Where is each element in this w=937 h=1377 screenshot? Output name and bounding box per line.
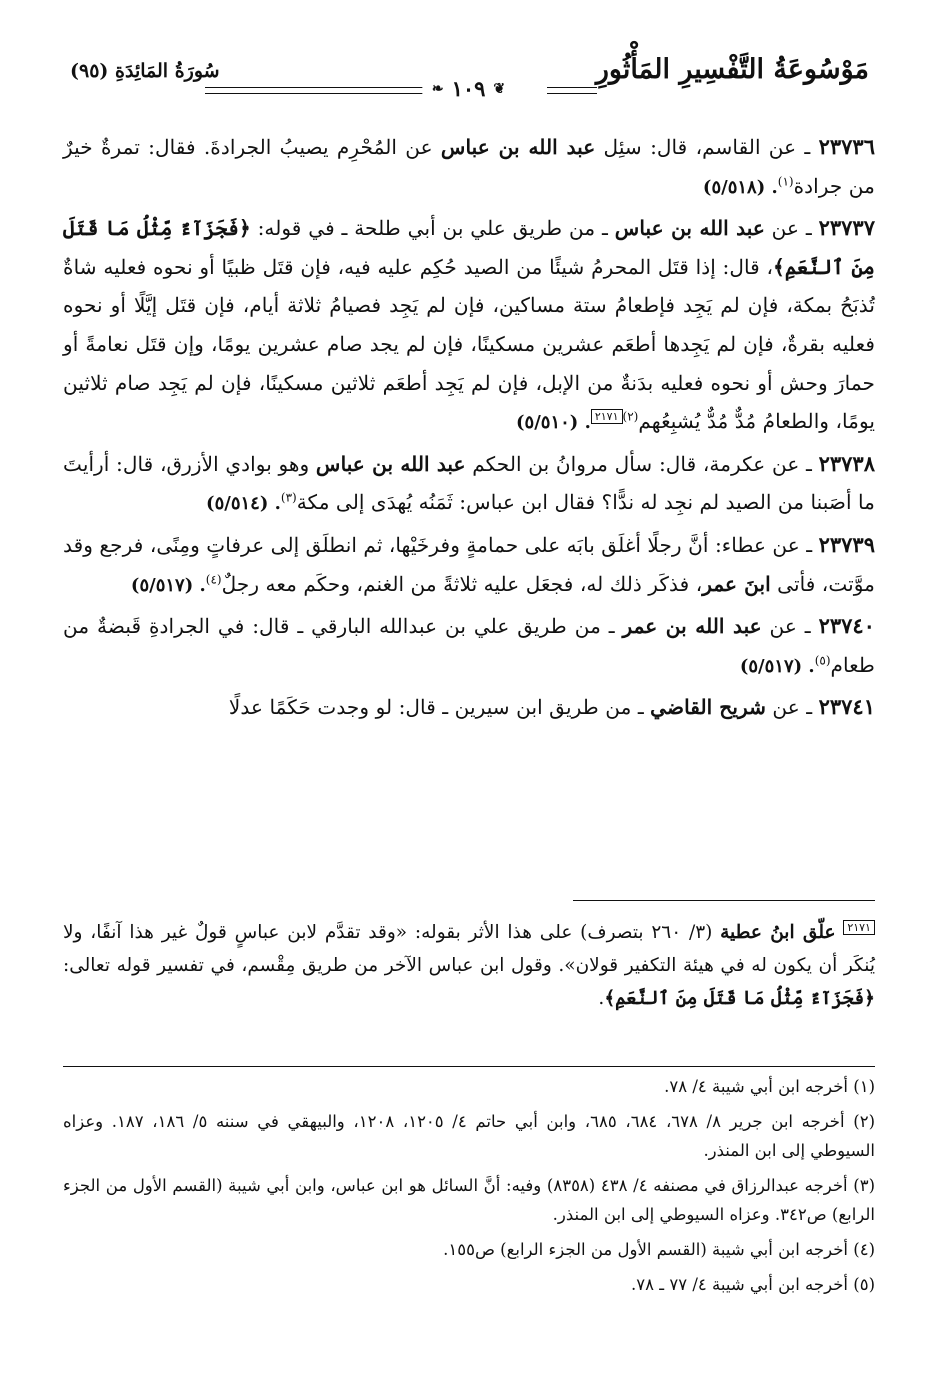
volume-ref: . (٥/٥١٤) — [206, 493, 281, 515]
entry-text: ـ عن — [761, 614, 819, 639]
entry-text: ـ من طريق ابن سيرين ـ قال: لو وجدت حَكَمًا عدلًا — [228, 695, 651, 720]
narrator-name: شريح القاضي — [650, 695, 766, 720]
flourish-icon: ❧ — [431, 80, 444, 97]
entry-text: ـ من طريق علي بن أبي طلحة ـ في قوله: — [250, 216, 615, 241]
commentary-ref-box: ٢١٧١ — [843, 920, 875, 935]
footnote-marker: (١) — [777, 173, 794, 188]
commentary-text: . — [598, 988, 605, 1009]
footnote-marker: (٣) — [280, 490, 297, 505]
narrator-name: عبد الله بن عباس — [614, 216, 765, 241]
footnote: (٤) أخرجه ابن أبي شيبة (القسم الأول من الجزء الرابع) ص١٥٥. — [443, 1240, 875, 1259]
volume-ref: . (٥/٥١٧) — [739, 655, 815, 677]
entry-number: ٢٣٧٣٩ — [818, 531, 875, 557]
footnote: (٣) أخرجه عبدالرزاق في مصنفه ٤/ ٤٣٨ (٨٣٥٨) وفيه: أنَّ السائل هو ابن عباس، وابن أبي شيبة (القسم الأول من الجزء الرابع) ص٣٤٢. وعزاه السيوطي إلى ابن المنذر. — [63, 1176, 876, 1224]
footnote: (٥) أخرجه ابن أبي شيبة ٤/ ٧٧ ـ ٧٨. — [631, 1275, 875, 1294]
entry-text: ـ عن عكرمة، قال: سأل مروانُ بن الحكم — [465, 451, 819, 476]
footnote-marker: (٢) — [622, 409, 639, 424]
narrator-name: عبد الله بن عباس — [315, 451, 466, 476]
footnote-marker: (٥) — [814, 652, 831, 667]
header-rule-right — [547, 87, 597, 94]
entry-number: ٢٣٧٤١ — [818, 694, 875, 720]
entry-number: ٢٣٧٤٠ — [818, 613, 875, 639]
footnote: (٢) أخرجه ابن جرير ٨/ ٦٧٨، ٦٨٤، ٦٨٥، وابن أبي حاتم ٤/ ١٢٠٥، ١٢٠٨، والبيهقي في سننه ٥/ ١٨٦، ١٨٧. وعزاه السيوطي إلى ابن المنذر. — [63, 1112, 875, 1160]
volume-ref: . (٥/٥١٠) — [516, 412, 591, 434]
footnotes — [63, 1072, 875, 1305]
page-number-block — [422, 76, 515, 101]
narrator-name: ابنَ عمر — [702, 571, 771, 596]
narrator-name: عبد الله بن عمر — [622, 614, 762, 639]
entry-number: ٢٣٧٣٧ — [818, 215, 875, 241]
quran-quote: ﴿فَجَزَآءٌ مِّثْلُ مَا قَتَلَ مِنَ ٱلنَّعَمِ﴾ — [604, 988, 875, 1009]
volume-ref: . (٥/٥١٨) — [702, 176, 778, 198]
entry — [63, 209, 875, 443]
entry-text: ـ عن عطاء: أنَّ رجلًا أغلَق بابَه على حمامةٍ وفرخَيْها، ثم انطلَق إلى عرفاتٍ ومِنًى، فرجع وقد موَّتت، فأتى — [63, 532, 875, 596]
header-rule-left — [205, 87, 435, 94]
entry — [63, 445, 875, 524]
main-text — [63, 128, 875, 729]
commentary-note — [63, 916, 875, 1015]
entry-text: وهو بوادي الأزرق، قال: أرأيتَ ما أصَبنا من الصيد لم نجِد له ندًّا؟ فقال ابن عباس: ثَمَنُه يُهدَى إلى مكة — [63, 451, 875, 515]
entry — [63, 607, 875, 686]
entry-text: ـ عن القاسم، قال: سئِل — [595, 135, 819, 159]
entry-text: ـ عن — [766, 695, 819, 720]
commentary-author: علّق ابنُ عطية — [720, 922, 836, 943]
entry — [63, 128, 875, 207]
narrator-name: عبد الله بن عباس — [440, 135, 596, 159]
page-header — [60, 48, 877, 101]
volume-ref: . (٥/٥١٧) — [130, 574, 206, 596]
commentary-text: (٣/ ٢٦٠ بتصرف) على هذا الأثر بقوله: «وقد تقدَّم لابن عباسٍ قولٌ غير هذا آنفًا، ولا يُنكَر أن يكون له في هيئة التكفير قولان». وقول ابن عباس الآخر من طريق مِقْسم، في تفسير قوله تعالى: — [63, 922, 875, 976]
entry — [63, 688, 875, 727]
entry-text: ـ من طريق علي بن عبدالله البارقي ـ قال: في الجرادةِ قَبضةٌ من طعام — [63, 614, 875, 677]
entry — [63, 526, 875, 605]
entry-number: ٢٣٧٣٨ — [818, 450, 875, 476]
commentary-ref-box: ٢١٧١ — [591, 409, 623, 424]
entry-text: ، فذكَر ذلك له، فجعَل عليه ثلاثةً من الغنم، وحكَم معه رجلٌ — [221, 571, 703, 596]
quran-quote: ﴿فَجَزَآءٌ مِّثْلُ مَا قَتَلَ مِنَ ٱلنَّعَمِ﴾ — [63, 216, 875, 279]
entry-number: ٢٣٧٣٦ — [818, 134, 875, 159]
page-number: ١٠٩ — [451, 76, 486, 101]
surah-label: سُورَةُ المَائِدَةِ (٩٥) — [70, 60, 220, 82]
footnote: (١) أخرجه ابن أبي شيبة ٤/ ٧٨. — [664, 1077, 875, 1096]
entry-text: عن المُحْرِم يصيبُ الجرادةَ. فقال: تمرةٌ خيرٌ من جرادة — [63, 135, 875, 198]
entry-text: ، قال: إذا قتَل المحرمُ شيئًا من الصيد حُكِم عليه فيه، فإن قتَل ظبيًا أو نحوه فعليه شاةٌ تُذبَحُ بمكة، فإن لم يَجِد فإطعامُ ستة مساكين، فإن لم يَجِد فصيامُ ثلاثة أيام، فإن قتَل إيَّلًا أو نحوه فعليه بقرةٌ، فإن لم يَجِدها أطعَم عشرين مسكينًا، فإن لم يجد صام عشرين يومًا، وإن قتَل نعامةً أو حمارَ وحش أو نحوه فعليه بدَنةٌ من الإبل، فإن لم يَجِد أطعَم ثلاثين مسكينًا، فإن لم يَجِد صام ثلاثين يومًا، والطعامُ مُدٌّ مُدٌّ يُشبِعُهم — [63, 254, 875, 434]
entry-text: ـ عن — [764, 216, 819, 241]
book-title: مَوْسُوعَةُ التَّفْسِيرِ المَأْثُورِ — [595, 54, 869, 85]
footnote-separator — [63, 1066, 875, 1067]
flourish-icon: ❦ — [493, 80, 506, 97]
footnote-marker: (٤) — [205, 571, 222, 586]
commentary-separator — [573, 900, 875, 901]
